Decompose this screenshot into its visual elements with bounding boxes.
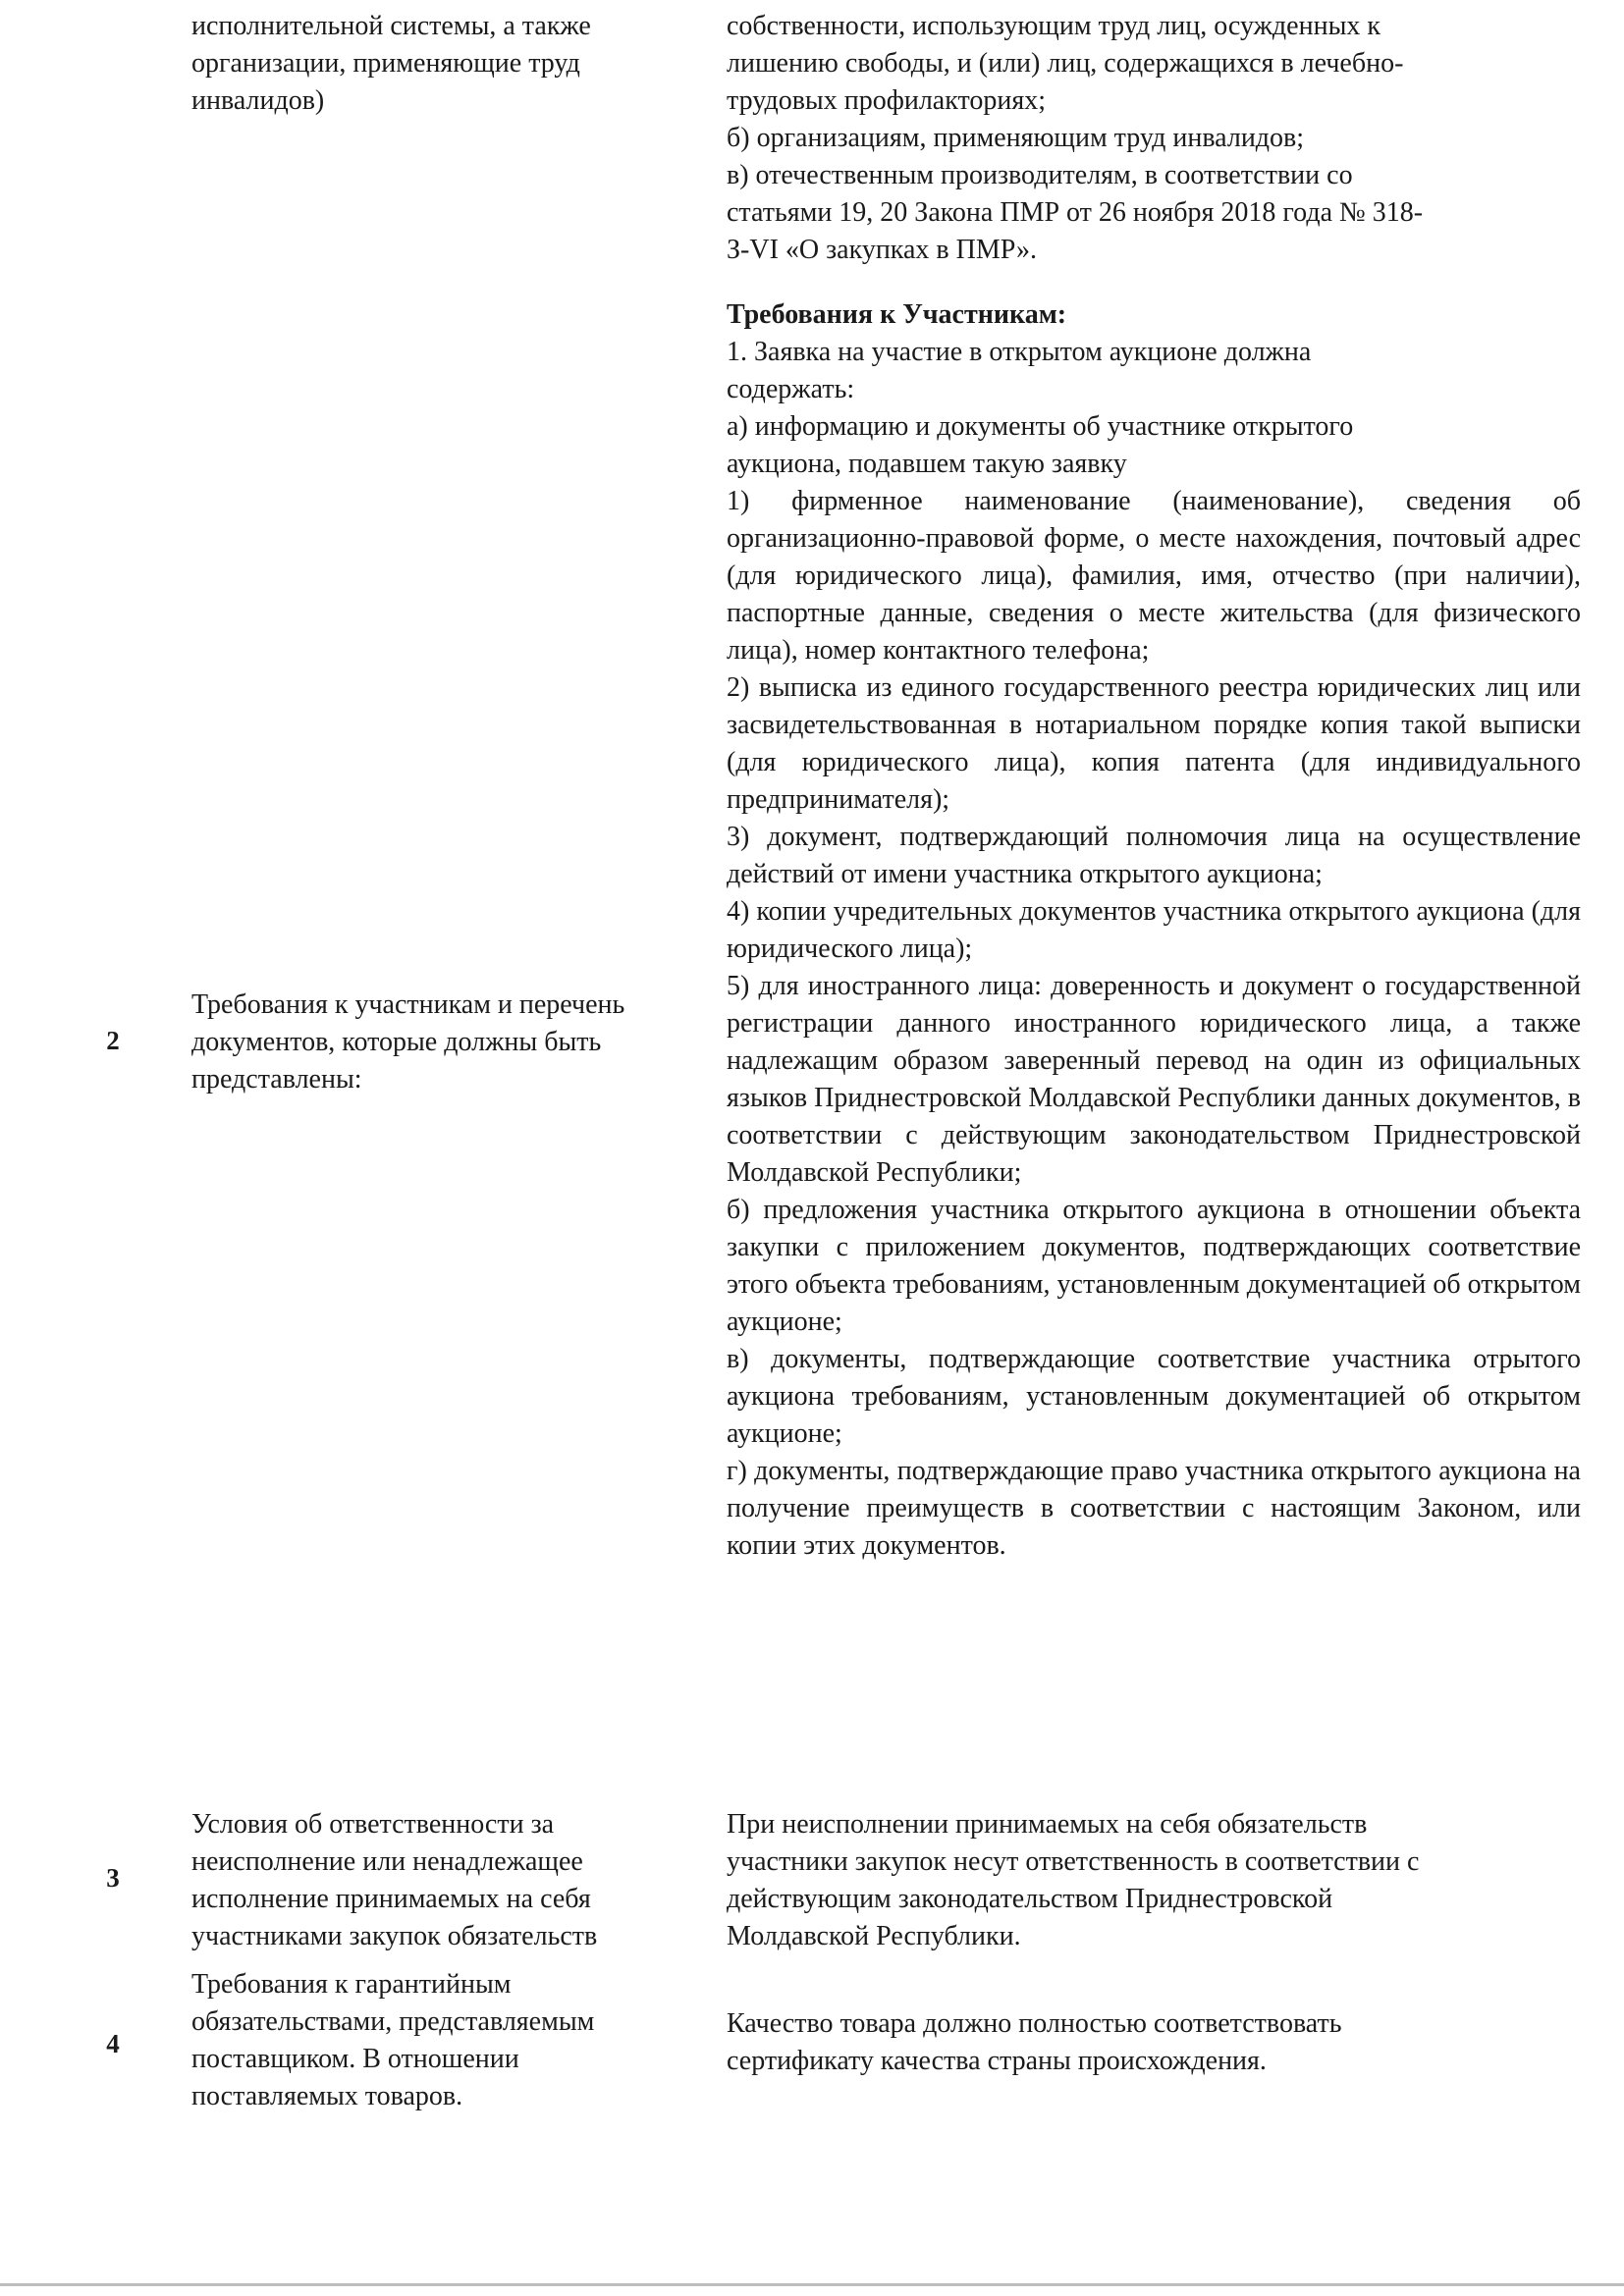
row3-number: 3 bbox=[106, 1863, 120, 1893]
row3-content bbox=[727, 1806, 1581, 1955]
row1-content bbox=[727, 8, 1581, 269]
requirement-item: 1) фирменное наименование (наименование), сведения об организационно-правовой форме, о месте нахождения, почтовый адрес (для юридического лица), фамилия, имя, отчество (при наличии), паспортные данные, сведения о месте жительства (для физического лица), номер контактного телефона; bbox=[727, 486, 1581, 666]
row1-line: лишению свободы, и (или) лиц, содержащихся в лечебно- bbox=[727, 48, 1404, 79]
intro-line: 1. Заявка на участие в открытом аукционе должна bbox=[727, 337, 1312, 367]
row1-line: статьями 19, 20 Закона ПМР от 26 ноября 2018 года № 318- bbox=[727, 197, 1424, 228]
requirement-item: 3) документ, подтверждающий полномочия лица на осуществление действий от имени участника открытого аукциона; bbox=[727, 822, 1581, 889]
row3-line: участники закупок несут ответственность в соответствии с bbox=[727, 1846, 1420, 1877]
row3-label: Условия об ответственности за неисполнение или ненадлежащее исполнение принимаемых на себя участниками закупок обязательств bbox=[191, 1809, 598, 1951]
intro-line: а) информацию и документы об участнике открытого bbox=[727, 411, 1354, 442]
row2-content bbox=[727, 291, 1581, 1565]
requirement-item: в) документы, подтверждающие соответствие участника отрытого аукциона требованиям, установленным документацией об открытом аукционе; bbox=[727, 1344, 1581, 1449]
row1-line: трудовых профилакториях; bbox=[727, 85, 1046, 116]
row4-label: Требования к гарантийным обязательствами, представляемым поставщиком. В отношении поставляемых товаров. bbox=[191, 1969, 595, 2111]
requirement-item: г) документы, подтверждающие право участника открытого аукциона на получение преимуществ в соответствии с настоящим Законом, или копии этих документов. bbox=[727, 1456, 1581, 1561]
row4-number: 4 bbox=[106, 2029, 120, 2058]
row2-number: 2 bbox=[106, 1026, 120, 1055]
intro-line: содержать: bbox=[727, 374, 855, 404]
row3-line: При неисполнении принимаемых на себя обязательств bbox=[727, 1809, 1368, 1840]
row1-line: в) отечественным производителям, в соответствии со bbox=[727, 160, 1353, 190]
page-bottom-rule bbox=[0, 2283, 1624, 2286]
requirement-item: 5) для иностранного лица: доверенность и документ о государственной регистрации данного иностранного юридического лица, а также надлежащим образом заверенный перевод на один из официальных языков Приднестровской Молдавской Республики данных документов, в соответствии с действующим законодательством Приднестровской Молдавской Республики; bbox=[727, 971, 1581, 1188]
row4-content bbox=[727, 2005, 1581, 2080]
requirement-item: 4) копии учредительных документов участника открытого аукциона (для юридического лица); bbox=[727, 896, 1581, 964]
row4-line: сертификату качества страны происхождения. bbox=[727, 2046, 1267, 2076]
row1-line: З-VI «О закупках в ПМР». bbox=[727, 235, 1038, 265]
requirement-item: 2) выписка из единого государственного реестра юридических лиц или засвидетельствованная в нотариальном порядке копия такой выписки (для юридического лица), копия патента (для индивидуального предпринимателя); bbox=[727, 672, 1581, 815]
row1-line: б) организациям, применяющим труд инвалидов; bbox=[727, 123, 1305, 153]
row3-line: Молдавской Республики. bbox=[727, 1921, 1021, 1951]
requirements-heading: Требования к Участникам: bbox=[727, 299, 1067, 330]
intro-line: аукциона, подавшем такую заявку bbox=[727, 449, 1127, 479]
row4-line: Качество товара должно полностью соответствовать bbox=[727, 2008, 1342, 2039]
row1-line: собственности, использующим труд лиц, осужденных к bbox=[727, 11, 1380, 41]
row3-line: действующим законодательством Приднестровской bbox=[727, 1884, 1333, 1914]
row2-label: Требования к участникам и перечень документов, которые должны быть представлены: bbox=[191, 989, 625, 1095]
row1-label: исполнительной системы, а также организации, применяющие труд инвалидов) bbox=[191, 11, 591, 116]
requirement-item: б) предложения участника открытого аукциона в отношении объекта закупки с приложением документов, подтверждающих соответствие этого объекта требованиям, установленным документацией об открытом аукционе; bbox=[727, 1195, 1581, 1337]
